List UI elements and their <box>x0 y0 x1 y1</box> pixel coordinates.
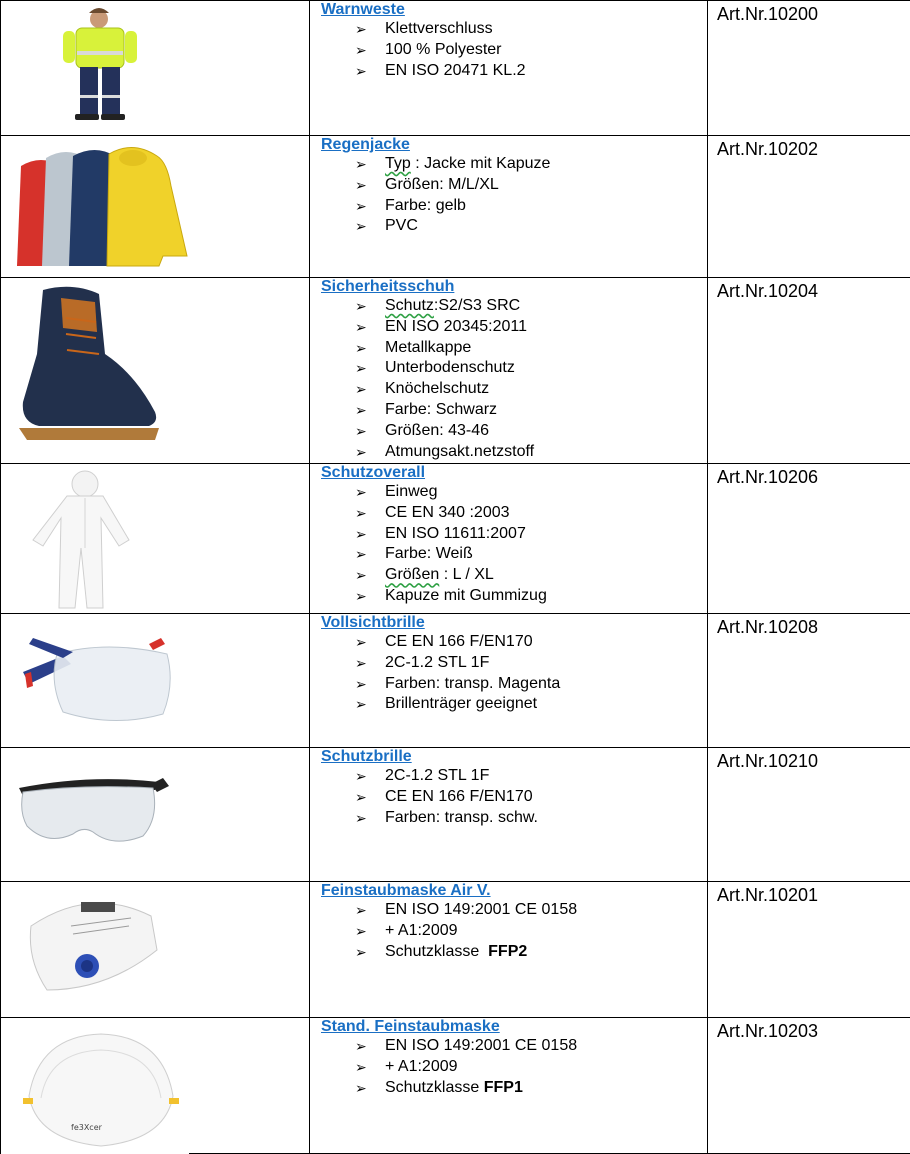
arrow-bullet-icon: ➢ <box>355 1079 367 1096</box>
arrow-bullet-icon: ➢ <box>355 484 367 500</box>
feature-list <box>321 296 707 462</box>
arrow-bullet-icon: ➢ <box>355 176 367 193</box>
arrow-bullet-icon: ➢ <box>355 546 367 563</box>
product-image <box>1 464 309 614</box>
list-item: ➢ EN ISO 149:2001 CE 0158 <box>355 1036 707 1057</box>
list-item: ➢ Typ : Jacke mit Kapuze <box>355 154 707 175</box>
table-row <box>1 614 910 748</box>
product-description-cell <box>310 748 708 882</box>
arrow-bullet-icon: ➢ <box>355 381 367 398</box>
product-description-cell <box>310 1 708 136</box>
product-image-cell <box>1 464 310 614</box>
article-number: Art.Nr.10204 <box>717 281 819 301</box>
list-item: ➢ Einweg <box>355 482 707 503</box>
arrow-bullet-icon: ➢ <box>355 902 367 918</box>
arrow-bullet-icon: ➢ <box>355 788 367 805</box>
article-number-cell <box>708 278 910 464</box>
product-title: Regenjacke <box>321 136 410 153</box>
product-image-cell <box>1 278 310 464</box>
list-item: ➢ Größen: 43-46 <box>355 421 707 442</box>
arrow-bullet-icon: ➢ <box>355 525 367 542</box>
feature-list <box>321 482 707 607</box>
article-number-cell <box>708 882 910 1018</box>
article-number-cell <box>708 748 910 882</box>
arrow-bullet-icon: ➢ <box>355 654 367 671</box>
list-item: ➢ EN ISO 20345:2011 <box>355 317 707 338</box>
product-title: Stand. Feinstaubmaske <box>321 1018 500 1035</box>
table-row <box>1 278 910 464</box>
list-item: ➢ Schutz:S2/S3 SRC <box>355 296 707 317</box>
list-item: ➢ Schutzklasse FFP1 <box>355 1078 707 1099</box>
arrow-bullet-icon: ➢ <box>355 567 367 584</box>
product-title: Warnweste <box>321 1 405 18</box>
article-number: Art.Nr.10210 <box>717 751 819 771</box>
list-item: ➢ Farben: transp. schw. <box>355 808 707 829</box>
article-number-cell <box>708 614 910 748</box>
arrow-bullet-icon: ➢ <box>355 768 367 784</box>
svg-text:fe3Xcer: fe3Xcer <box>71 1123 102 1132</box>
list-item: ➢ CE EN 166 F/EN170 <box>355 787 707 808</box>
product-image <box>1 136 309 278</box>
arrow-bullet-icon: ➢ <box>355 21 367 37</box>
arrow-bullet-icon: ➢ <box>355 360 367 377</box>
product-description-cell <box>310 882 708 1018</box>
product-image <box>1 278 309 464</box>
table-row <box>1 464 910 614</box>
product-image-cell <box>1 614 310 748</box>
list-item: ➢ Größen: M/L/XL <box>355 175 707 196</box>
arrow-bullet-icon: ➢ <box>355 218 367 235</box>
product-description-cell <box>310 1018 708 1154</box>
product-description-cell <box>310 464 708 614</box>
list-item: ➢ Knöchelschutz <box>355 379 707 400</box>
table-row <box>1 1018 910 1154</box>
arrow-bullet-icon: ➢ <box>355 62 367 79</box>
arrow-bullet-icon: ➢ <box>355 422 367 439</box>
product-image-cell <box>1 1 310 136</box>
product-title: Schutzbrille <box>321 748 412 765</box>
product-description-cell <box>310 614 708 748</box>
list-item: ➢ Farben: transp. Magenta <box>355 674 707 695</box>
product-image <box>1 1018 309 1154</box>
article-number: Art.Nr.10202 <box>717 139 819 159</box>
arrow-bullet-icon: ➢ <box>355 922 367 939</box>
list-item: ➢ EN ISO 11611:2007 <box>355 524 707 545</box>
arrow-bullet-icon: ➢ <box>355 298 367 314</box>
arrow-bullet-icon: ➢ <box>355 504 367 521</box>
product-image-cell <box>1 1018 310 1154</box>
feature-list <box>321 900 707 962</box>
list-item: ➢ Metallkappe <box>355 338 707 359</box>
feature-list <box>321 766 707 828</box>
list-item: ➢ Farbe: gelb <box>355 196 707 217</box>
table-row <box>1 748 910 882</box>
arrow-bullet-icon: ➢ <box>355 696 367 713</box>
product-title: Vollsichtbrille <box>321 614 425 631</box>
article-number: Art.Nr.10201 <box>717 885 819 905</box>
article-number: Art.Nr.10200 <box>717 4 819 24</box>
arrow-bullet-icon: ➢ <box>355 197 367 214</box>
list-item: ➢ EN ISO 20471 KL.2 <box>355 61 707 82</box>
arrow-bullet-icon: ➢ <box>355 156 367 172</box>
product-title: Feinstaubmaske Air V. <box>321 882 491 899</box>
article-number: Art.Nr.10203 <box>717 1021 819 1041</box>
arrow-bullet-icon: ➢ <box>355 401 367 418</box>
table-row <box>1 882 910 1018</box>
article-number-cell <box>708 136 910 278</box>
arrow-bullet-icon: ➢ <box>355 809 367 826</box>
arrow-bullet-icon: ➢ <box>355 943 367 960</box>
feature-list <box>321 632 707 715</box>
article-number: Art.Nr.10206 <box>717 467 819 487</box>
list-item: ➢ + A1:2009 <box>355 921 707 942</box>
table-row <box>1 136 910 278</box>
list-item: ➢ Kapuze mit Gummizug <box>355 586 707 607</box>
arrow-bullet-icon: ➢ <box>355 1058 367 1075</box>
arrow-bullet-icon: ➢ <box>355 443 367 460</box>
product-image <box>1 614 309 748</box>
product-image <box>1 748 309 882</box>
arrow-bullet-icon: ➢ <box>355 1038 367 1054</box>
list-item: ➢ + A1:2009 <box>355 1057 707 1078</box>
list-item: ➢ 2C-1.2 STL 1F <box>355 653 707 674</box>
product-description-cell <box>310 136 708 278</box>
list-item: ➢ Schutzklasse FFP2 <box>355 942 707 963</box>
list-item: ➢ Klettverschluss <box>355 19 707 40</box>
feature-list <box>321 154 707 237</box>
list-item: ➢ Unterbodenschutz <box>355 358 707 379</box>
product-title: Sicherheitsschuh <box>321 278 455 295</box>
article-number-cell <box>708 1018 910 1154</box>
product-image-cell <box>1 136 310 278</box>
arrow-bullet-icon: ➢ <box>355 634 367 650</box>
arrow-bullet-icon: ➢ <box>355 318 367 335</box>
arrow-bullet-icon: ➢ <box>355 587 367 604</box>
product-image-cell <box>1 882 310 1018</box>
feature-list <box>321 19 707 81</box>
arrow-bullet-icon: ➢ <box>355 41 367 58</box>
article-number-cell <box>708 1 910 136</box>
product-description-cell <box>310 278 708 464</box>
list-item: ➢ Atmungsakt.netzstoff <box>355 442 707 463</box>
list-item: ➢ EN ISO 149:2001 CE 0158 <box>355 900 707 921</box>
product-title: Schutzoverall <box>321 464 426 481</box>
product-image <box>1 882 309 1018</box>
article-number-cell <box>708 464 910 614</box>
product-image <box>1 1 309 136</box>
arrow-bullet-icon: ➢ <box>355 675 367 692</box>
table-row <box>1 1 910 136</box>
feature-list <box>321 1036 707 1098</box>
list-item: ➢ 2C-1.2 STL 1F <box>355 766 707 787</box>
list-item: ➢ PVC <box>355 216 707 237</box>
article-number: Art.Nr.10208 <box>717 617 819 637</box>
list-item: ➢ Farbe: Weiß <box>355 544 707 565</box>
list-item: ➢ Brillenträger geeignet <box>355 694 707 715</box>
list-item: ➢ CE EN 166 F/EN170 <box>355 632 707 653</box>
list-item: ➢ Größen : L / XL <box>355 565 707 586</box>
list-item: ➢ CE EN 340 :2003 <box>355 503 707 524</box>
arrow-bullet-icon: ➢ <box>355 339 367 356</box>
list-item: ➢ Farbe: Schwarz <box>355 400 707 421</box>
list-item: ➢ 100 % Polyester <box>355 40 707 61</box>
product-image-cell <box>1 748 310 882</box>
